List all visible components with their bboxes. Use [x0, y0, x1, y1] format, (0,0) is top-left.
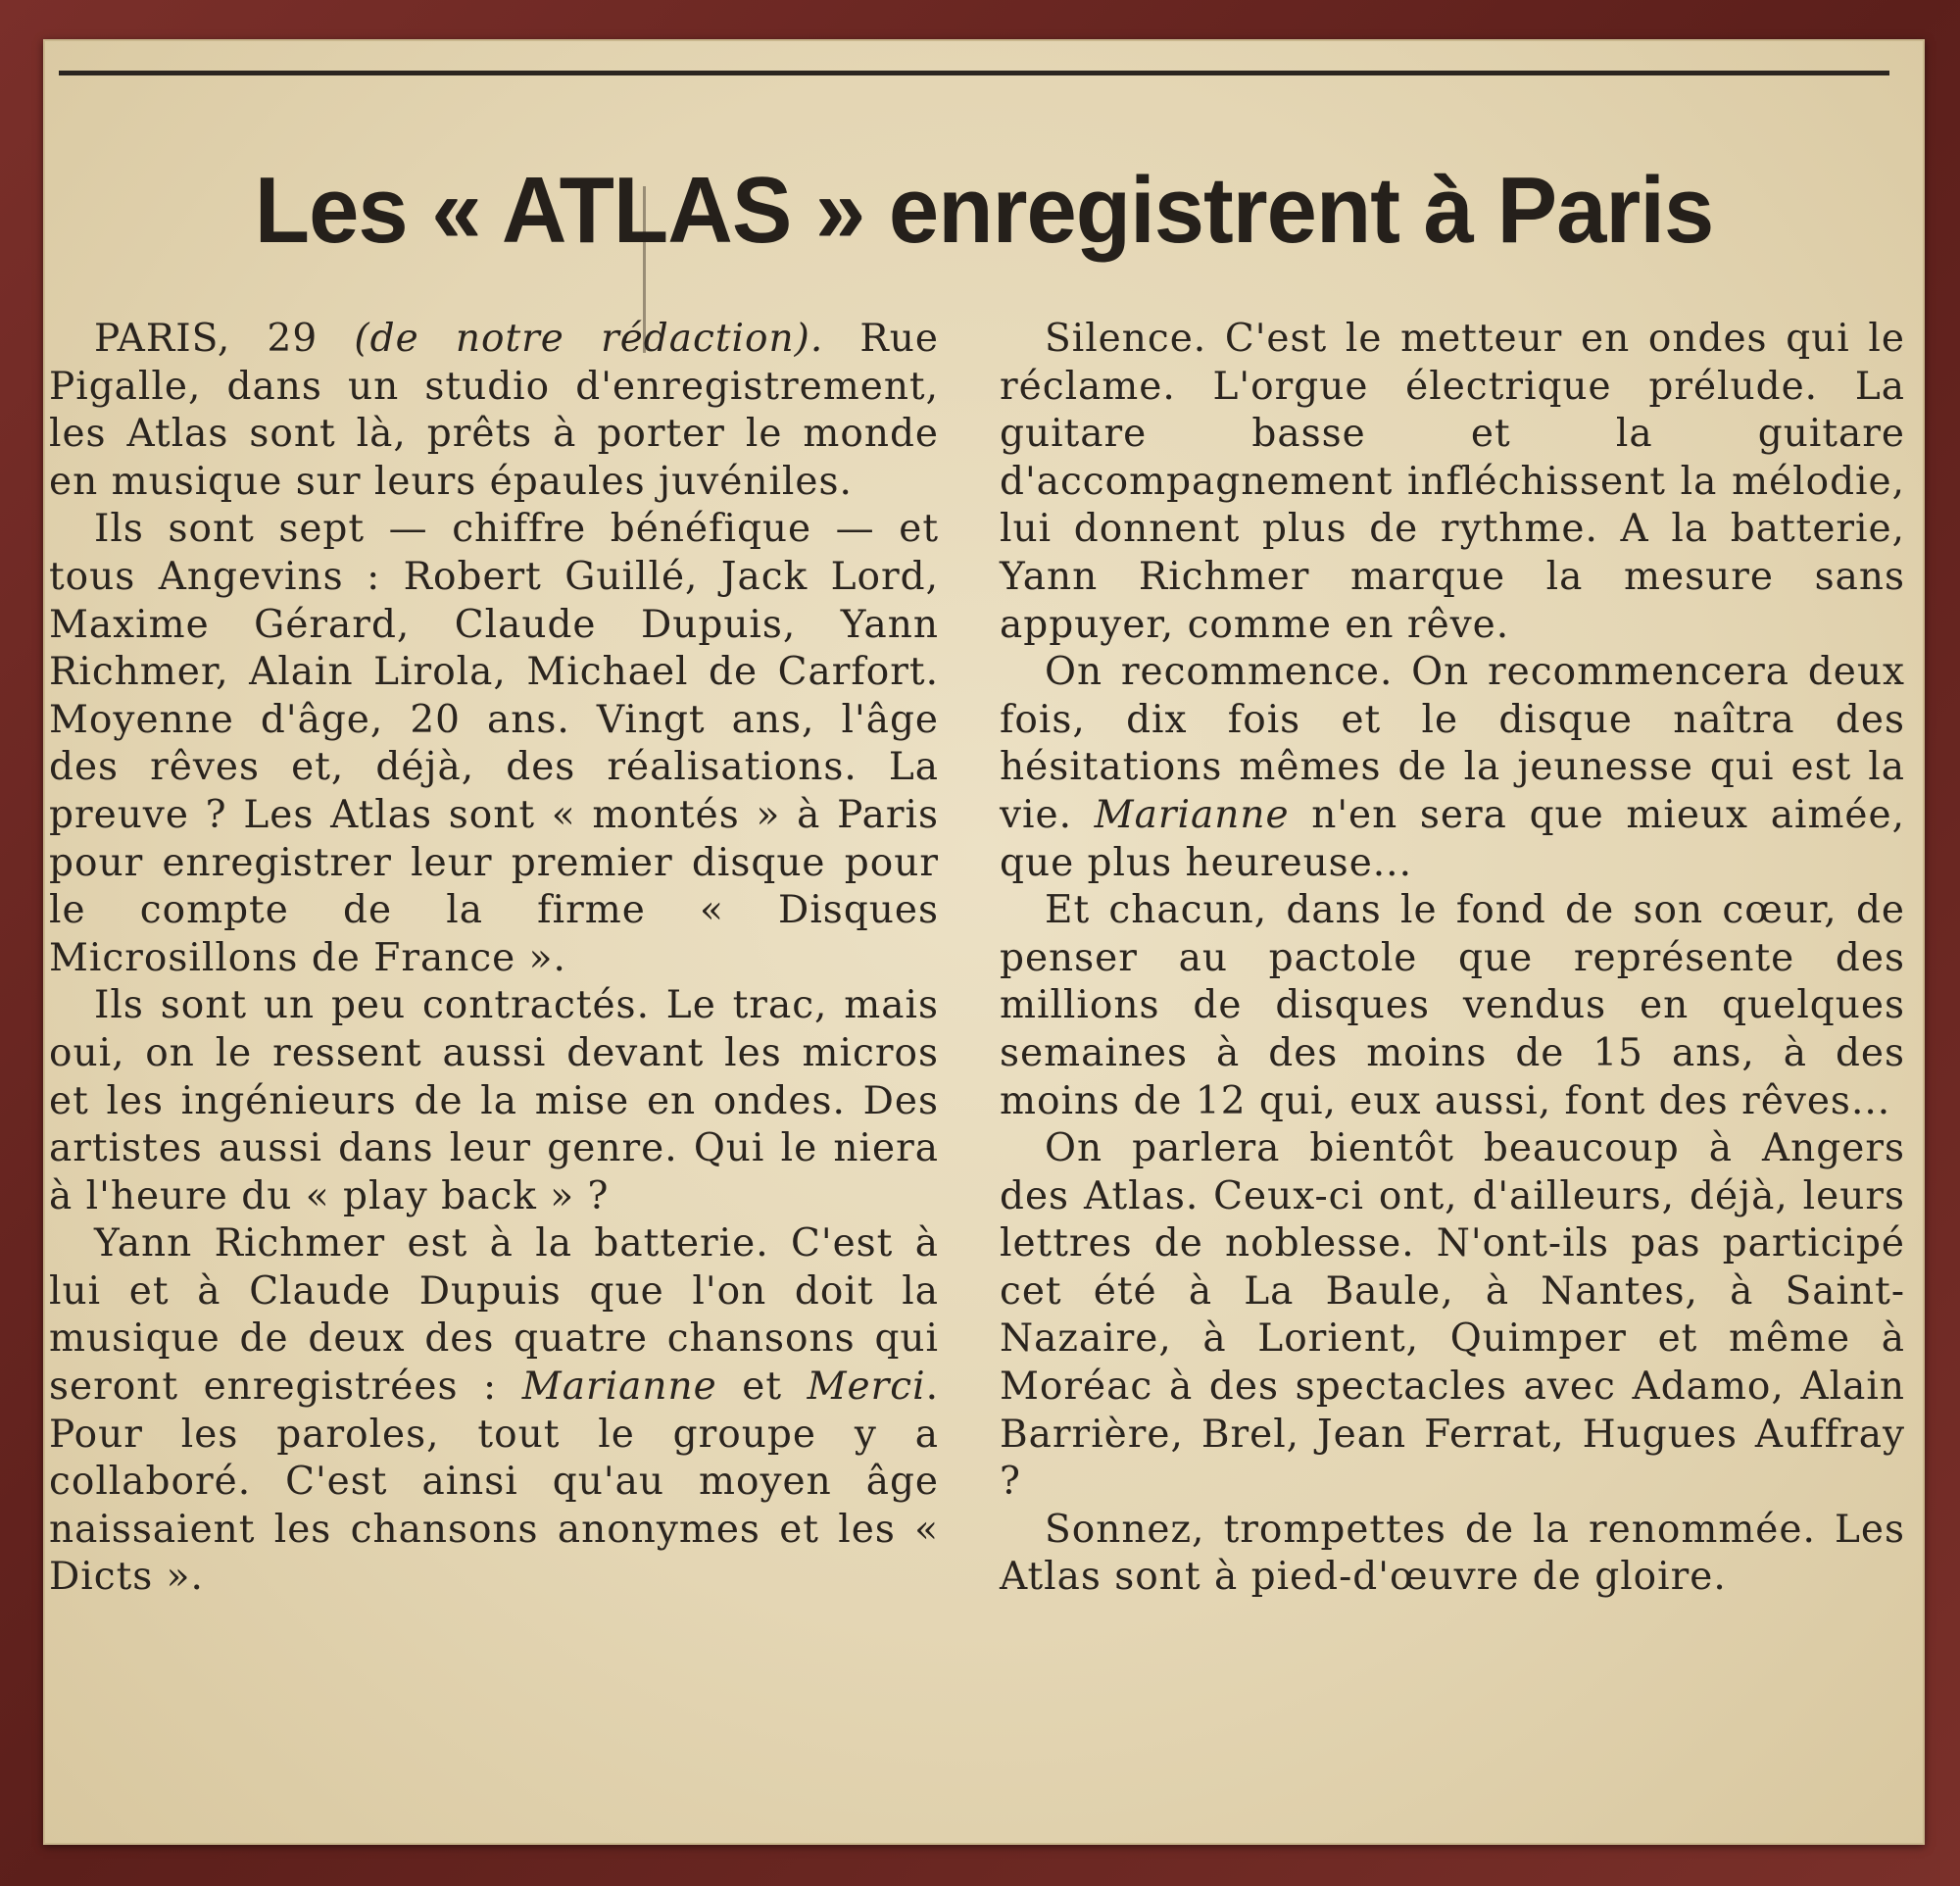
paragraph-text: Rue Pigalle, dans un studio d'enregistrement, les Atlas sont là, prêts à porter le monde en musique sur leurs épaules juvéniles.	[49, 317, 939, 504]
dateline: PARIS, 29	[94, 317, 318, 361]
paragraph: Ils sont un peu contractés. Le trac, mais oui, on le ressent aussi devant les micros et les ingénieurs de la mise en ondes. Des artistes aussi dans leur genre. Qui le niera à l'heure du « play back » ?	[49, 983, 939, 1218]
byline: (de notre rédaction).	[354, 317, 824, 361]
left-column	[49, 316, 939, 1602]
song-title: Merci	[807, 1365, 926, 1410]
paragraph-text: . Pour les paroles, tout le groupe y a collaboré. C'est ainsi qu'au moyen âge naissaient les chansons anonymes et les « Dicts ».	[49, 1365, 940, 1600]
paragraph: Sonnez, trompettes de la renommée. Les Atlas sont à pied-d'œuvre de gloire.	[1000, 1507, 1905, 1600]
paragraph	[49, 316, 939, 506]
paragraph-text: n'en sera que mieux aimée, que plus heureuse...	[1000, 792, 1905, 885]
headline: Les « ATLAS » enregistrent à Paris	[254, 158, 1714, 263]
paragraph-text: Yann Richmer est à la batterie. C'est à lui et à Claude Dupuis que l'on doit la musique de deux des quatre chansons qui seront enregistrées :	[49, 1221, 939, 1410]
paragraph: Ils sont sept — chiffre bénéfique — et tous Angevins : Robert Guillé, Jack Lord, Maxime Gérard, Claude Dupuis, Yann Richmer, Alain Lirola, Michael de Carfort. Moyenne d'âge, 20 ans. Vingt ans, l'âge des rêves et, déjà, des réalisations. La preuve ? Les Atlas sont « montés » à Paris pour enregistrer leur premier disque pour le compte de la firme « Disques Microsillons de France ».	[49, 507, 939, 980]
paragraph: Silence. C'est le metteur en ondes qui le réclame. L'orgue électrique prélude. La guitare basse et la guitare d'accompagnement infléchissent la mélodie, lui donnent plus de rythme. A la batterie, Yann Richmer marque la mesure sans appuyer, comme en rêve.	[1000, 317, 1905, 647]
right-column	[1000, 316, 1905, 1602]
paragraph	[49, 1220, 939, 1602]
newspaper-clipping	[43, 39, 1925, 1845]
song-title: Marianne	[521, 1365, 717, 1410]
paragraph	[1000, 649, 1905, 887]
paragraph-text: On recommence. On recommencera deux fois, dix fois et le disque naîtra des hésitations mêmes de la jeunesse qui est la vie.	[1000, 650, 1905, 837]
paragraph: On parlera bientôt beaucoup à Angers des Atlas. Ceux-ci ont, d'ailleurs, déjà, leurs lettres de noblesse. N'ont-ils pas participé cet été à La Baule, à Nantes, à Saint-Nazaire, à Lorient, Quimper et même à Moréac à des spectacles avec Adamo, Alain Barrière, Brel, Jean Ferrat, Hugues Auffray ?	[1000, 1126, 1905, 1505]
top-rule	[59, 71, 1889, 75]
paragraph-text: et	[716, 1365, 808, 1410]
paragraph: Et chacun, dans le fond de son cœur, de penser au pactole que représente des millions de disques vendus en quelques semaines à des moins de 15 ans, à des moins de 12 qui, eux aussi, font des rêves...	[1000, 888, 1905, 1123]
song-title: Marianne	[1094, 792, 1290, 837]
